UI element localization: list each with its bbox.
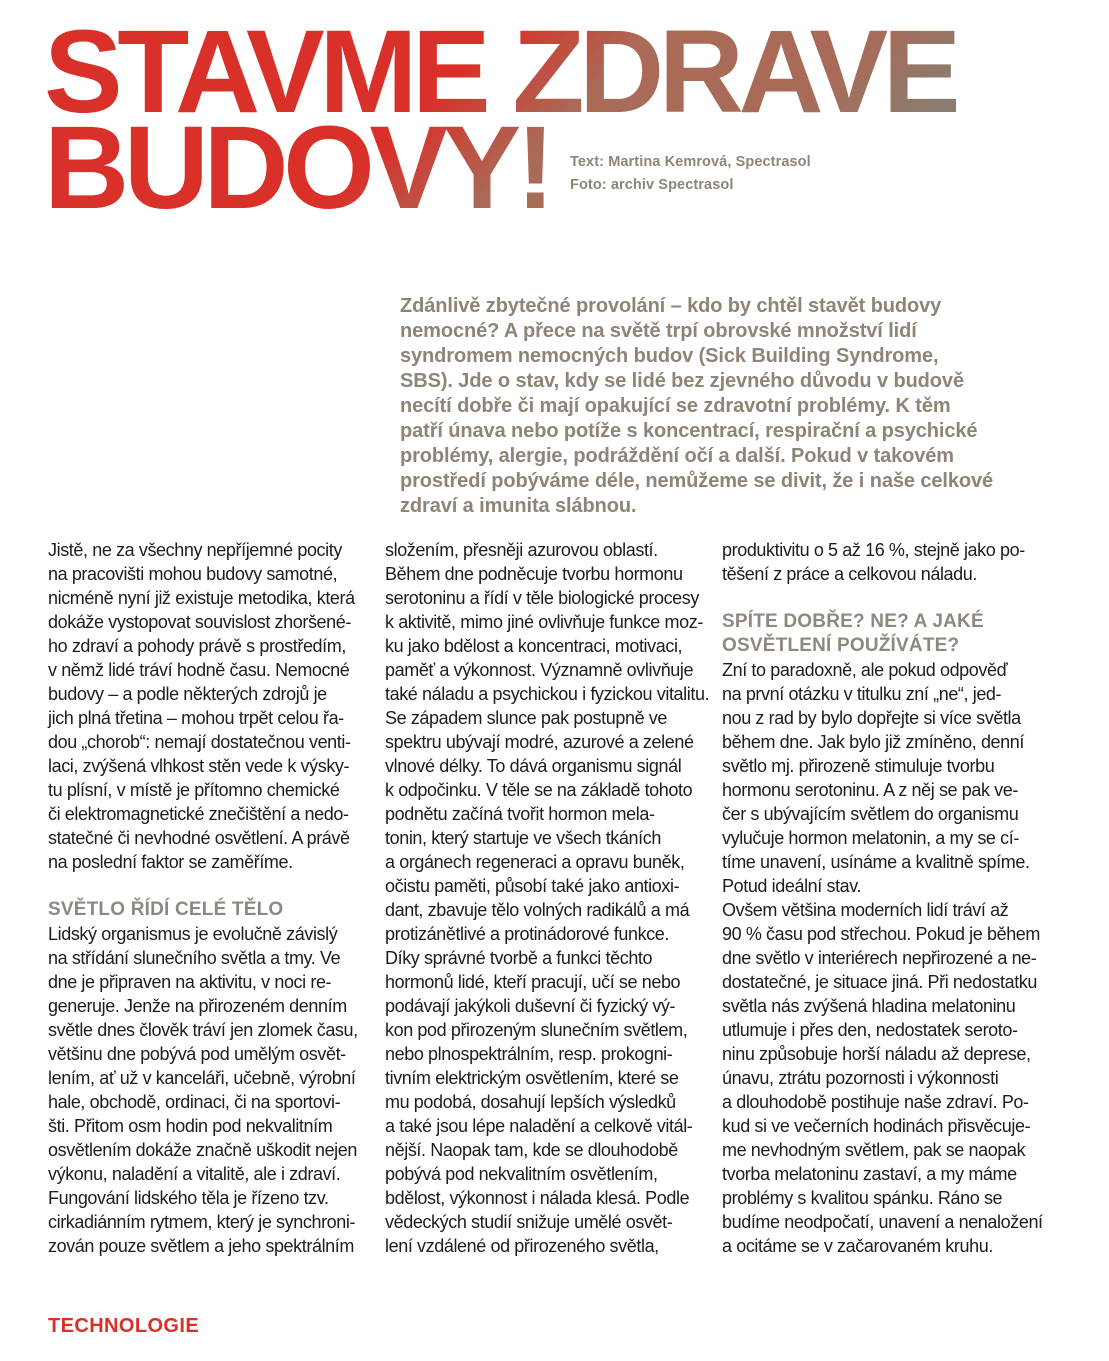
text-line: podávají jakýkoli duševní či fyzický vý- [385, 996, 676, 1016]
text-line: nější. Naopak tam, kde se dlouhodobě [385, 1140, 678, 1160]
text-column-2 [385, 538, 719, 1258]
text-line: budíme neodpočatí, unavení a nenaložení [722, 1212, 1043, 1232]
text-line: očistu paměti, působí také jako antioxi- [385, 876, 680, 896]
body-paragraph [722, 658, 1056, 1258]
text-line: dne světlo v interiérech nepřirozené a ne- [722, 948, 1037, 968]
text-line: me nevhodným světlem, pak se naopak [722, 1140, 1026, 1160]
text-line: čer s ubývajícím světlem do organismu [722, 804, 1019, 824]
text-line: výkonu, naladění a vitalitě, ale i zdraví. [48, 1164, 341, 1184]
text-line: paměť a výkonnost. Významně ovlivňuje [385, 660, 694, 680]
text-line: hormonu serotoninu. A z něj se pak ve- [722, 780, 1018, 800]
text-line: Potud ideální stav. [722, 876, 862, 896]
text-line: či elektromagnetické znečištění a nedo- [48, 804, 349, 824]
text-line: vylučuje hormon melatonin, a my se cí- [722, 828, 1019, 848]
text-line: hormonů lidé, kteří pracují, učí se nebo [385, 972, 681, 992]
text-line: a ocitáme se v začarovaném kruhu. [722, 1236, 993, 1256]
text-line: SVĚTLO ŘÍDÍ CELÉ TĚLO [48, 899, 284, 920]
text-line: pobývá pod nekvalitním osvětlením, [385, 1164, 658, 1184]
text-line: hale, obchodě, ordinaci, či na sportovi- [48, 1092, 341, 1112]
text-line: statečné či nevhodné osvětlení. A právě [48, 828, 350, 848]
text-line: kon pod přirozeným slunečním světlem, [385, 1020, 688, 1040]
text-line: k aktivitě, mimo jiné ovlivňuje funkce moz- [385, 612, 703, 632]
text-line: na poslední faktor se zaměříme. [48, 852, 293, 872]
text-line: jich plná třetina – mohou trpět celou řa- [48, 708, 344, 728]
text-line: zdraví a imunita slábnou. [400, 495, 637, 517]
text-line: zován pouze světlem a jeho spektrálním [48, 1236, 354, 1256]
text-line: nicméně nyní již existuje metodika, která [48, 588, 355, 608]
text-line: 90 % času pod střechou. Pokud je během [722, 924, 1041, 944]
section-footer [48, 1314, 199, 1338]
text-line: a dlouhodobě postihuje naše zdraví. Po- [722, 1092, 1029, 1112]
text-line: Během dne podněcuje tvorbu hormonu [385, 564, 683, 584]
text-line: dant, zbavuje tělo volných radikálů a má [385, 900, 690, 920]
text-line: lení vzdálené od přirozeného světla, [385, 1236, 659, 1256]
text-line: a také jsou lépe naladění a celkově vitál- [385, 1116, 693, 1136]
section-heading [722, 610, 1056, 658]
text-line: Zdánlivě zbytečné provolání – kdo by chtěl stavět budovy [400, 295, 942, 317]
text-line: SPÍTE DOBŘE? NE? A JAKÉ [722, 611, 984, 632]
text-line: spektru ubývají modré, azurové a zelené [385, 732, 694, 752]
text-line: dokáže vystopovat souvislost zhoršené- [48, 612, 351, 632]
text-line: Ovšem většina moderních lidí tráví až [722, 900, 1009, 920]
text-line: tvorba melatoninu zastaví, a my máme [722, 1164, 1017, 1184]
text-line: necítí dobře či mají opakující se zdravotní problémy. K těm [400, 395, 951, 417]
text-line: nou z rad by bylo dopřejte si více světla [722, 708, 1021, 728]
body-paragraph [48, 538, 382, 874]
text-line: tíme unavení, usínáme a kvalitně spíme. [722, 852, 1030, 872]
byline-text-credit: Text: Martina Kemrová, Spectrasol [570, 154, 811, 170]
text-line: dne je připraven na aktivitu, v noci re- [48, 972, 332, 992]
text-line: na střídání slunečního světla a tmy. Ve [48, 948, 341, 968]
text-line: dou „chorob“: nemají dostatečnou venti- [48, 732, 351, 752]
text-line: ho zdraví a pohody právě s prostředím, [48, 636, 346, 656]
text-line: Lidský organismus je evolučně závislý [48, 924, 338, 944]
text-line: a orgánech regeneraci a opravu buněk, [385, 852, 685, 872]
section-label: TECHNOLOGIE [48, 1315, 200, 1337]
text-line: OSVĚTLENÍ POUŽÍVÁTE? [722, 635, 960, 656]
text-line: dostatečné, je situace jiná. Při nedostatku [722, 972, 1038, 992]
text-line: nemocné? A přece na světě trpí obrovské množství lidí [400, 320, 917, 342]
text-line: osvětlením dokáže značně uškodit nejen [48, 1140, 358, 1160]
byline-photo-credit: Foto: archiv Spectrasol [570, 177, 734, 193]
byline [570, 151, 811, 197]
text-line: Zní to paradoxně, ale pokud odpověď [722, 660, 1008, 680]
text-line: světle dnes člověk tráví jen zlomek času, [48, 1020, 358, 1040]
text-line: problémy s kvalitou spánku. Ráno se [722, 1188, 1003, 1208]
body-paragraph [722, 538, 1056, 586]
text-line: také náladu a psychickou i fyzickou vitalitu. [385, 684, 710, 704]
text-line: laci, zvýšená vlhkost stěn vede k výsky- [48, 756, 350, 776]
text-line: produktivitu o 5 až 16 %, stejně jako po- [722, 540, 1025, 560]
text-line: protizánětlivé a protinádorové funkce. [385, 924, 669, 944]
text-line: během dne. Jak bylo již zmíněno, denní [722, 732, 1024, 752]
text-line: světlo mj. přirozeně stimuluje tvorbu [722, 756, 995, 776]
text-line: podnětu začíná tvořit hormon mela- [385, 804, 655, 824]
lead-paragraph [400, 294, 1060, 519]
text-line: šti. Přitom osm hodin pod nekvalitním [48, 1116, 333, 1136]
body-paragraph [385, 538, 719, 1258]
text-line: na pracovišti mohou budovy samotné, [48, 564, 338, 584]
text-line: ku jako bdělost a koncentraci, motivaci, [385, 636, 683, 656]
text-line: světla nás zvýšená hladina melatoninu [722, 996, 1016, 1016]
text-line: nebo plnospektrálním, resp. prokogni- [385, 1044, 673, 1064]
text-line: Fungování lidského těla je řízeno tzv. [48, 1188, 329, 1208]
text-line: únavu, ztrátu pozornosti i výkonnosti [722, 1068, 999, 1088]
text-line: syndromem nemocných budov (Sick Building Syndrome, [400, 345, 939, 367]
text-line: budovy – a podle některých zdrojů je [48, 684, 327, 704]
text-line: těšení z práce a celkovou náladu. [722, 564, 977, 584]
text-line: tivním elektrickým osvětlením, které se [385, 1068, 679, 1088]
text-line: Díky správné tvorbě a funkci těchto [385, 948, 653, 968]
text-line: tonin, který startuje ve všech tkáních [385, 828, 661, 848]
text-line: ninu způsobuje horší náladu až deprese, [722, 1044, 1031, 1064]
text-line: kud si ve večerních hodinách přisvěcuje- [722, 1116, 1031, 1136]
text-line: Se západem slunce pak postupně ve [385, 708, 667, 728]
text-line: v němž lidé tráví hodně času. Nemocné [48, 660, 350, 680]
body-paragraph [48, 922, 382, 1258]
text-line: lením, ať už v kanceláři, učebně, výrobní [48, 1068, 356, 1088]
text-line: problémy, alergie, podráždění očí a další. Pokud v takovém [400, 445, 954, 467]
text-line: bdělost, výkonnost i nálada klesá. Podle [385, 1188, 690, 1208]
text-line: vědeckých studií snižuje umělé osvět- [385, 1212, 673, 1232]
text-column-3 [722, 538, 1056, 1258]
text-line: většinu dne pobývá pod umělým osvět- [48, 1044, 346, 1064]
text-line: serotoninu a řídí v těle biologické procesy [385, 588, 699, 608]
title-line-2: BUDOVY! [44, 102, 550, 234]
text-line: Jistě, ne za všechny nepříjemné pocity [48, 540, 342, 560]
text-line: tu plísní, v místě je přítomno chemické [48, 780, 340, 800]
section-heading [48, 898, 382, 922]
text-line: mu podobá, dosahují lepších výsledků [385, 1092, 676, 1112]
text-line: k odpočinku. V těle se na základě tohoto [385, 780, 693, 800]
text-line: patří únava nebo potíže s koncentrací, respirační a psychické [400, 420, 978, 442]
text-line: cirkadiánním rytmem, který je synchroni- [48, 1212, 356, 1232]
title-line-1: STAVME ZDRAVÉ [44, 6, 956, 138]
text-line: generuje. Jenže na přirozeném denním [48, 996, 347, 1016]
text-column-1 [48, 538, 382, 1258]
article-title [44, 6, 956, 234]
text-line: na první otázku v titulku zní „ne“, jed- [722, 684, 1002, 704]
text-line: vlnové délky. To dává organismu signál [385, 756, 682, 776]
text-line: prostředí pobýváme déle, nemůžeme se divit, že i naše celkové [400, 470, 994, 492]
text-line: složením, přesněji azurovou oblastí. [385, 540, 658, 560]
text-line: SBS). Jde o stav, kdy se lidé bez zjevného důvodu v budově [400, 370, 964, 392]
text-line: utlumuje i přes den, nedostatek seroto- [722, 1020, 1018, 1040]
